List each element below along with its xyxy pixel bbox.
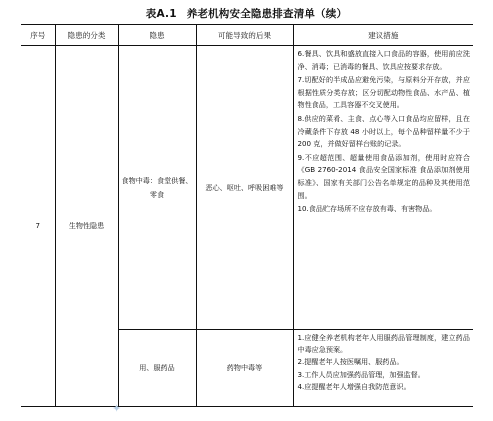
header-hazard: 隐患	[118, 25, 196, 46]
measure-item: 7.切配好的半成品应避免污染，与原料分开存放，并应根据性质分类存放；区分切配动物性食品、水产品、植物性食品，工具容器不交叉使用。	[297, 75, 470, 110]
header-seq: 序号	[21, 25, 55, 46]
hazard-checklist-table	[21, 24, 473, 407]
consequence-cell: 药物中毒等	[196, 330, 293, 407]
header-measures: 建议措施	[293, 25, 473, 46]
header-row	[21, 25, 473, 46]
consequence-cell: 恶心、呕吐、呼吸困难等	[196, 46, 293, 330]
hazard-cell: 用、服药品	[118, 330, 196, 407]
measures-cell	[293, 46, 473, 330]
watermark-icon: ✦	[112, 402, 122, 415]
header-category: 隐患的分类	[55, 25, 118, 46]
measure-item: 10.食品贮存场所不应存放有毒、有害物品。	[297, 204, 437, 214]
table-number: 表A.1	[145, 8, 177, 20]
measure-item: 4.应提醒老年人增强自我防范意识。	[297, 381, 411, 391]
table-caption	[0, 6, 493, 21]
measure-item: 3.工作人员应加强药品管理，加强监督。	[297, 369, 425, 379]
measures-cell	[293, 330, 473, 407]
measure-item: 1.应健全养老机构老年人用服药品管理制度，建立药品中毒应急预案。	[297, 333, 470, 355]
measure-item: 2.提醒老年人按医嘱用、服药品。	[297, 357, 404, 367]
measure-item: 8.供应的菜肴、主食、点心等入口食品均应留样，且在冷藏条件下存放 48 小时以上，每个品种留样量不少于 200 克，并做好留样台账的记录。	[297, 113, 470, 149]
measure-item: 6.餐具、饮具和盛放直接入口食品的容器，使用前应洗净、消毒；已消毒的餐具、饮具应按要求存放。	[297, 49, 470, 71]
hazard-cell: 食物中毒：食堂供餐、零食	[118, 46, 196, 330]
seq-cell: 7	[35, 221, 40, 230]
table-row	[21, 46, 473, 330]
measure-item: 9.不应超范围、超量使用食品添加剂，使用时应符合《GB 2760-2014 食品安全国家标准 食品添加剂使用标准》、国家有关部门公告名单规定的品种及其使用范围。	[297, 152, 470, 200]
table-title: 养老机构安全隐患排查清单（续）	[186, 8, 348, 20]
header-consequence: 可能导致的后果	[196, 25, 293, 46]
category-cell: 生物性隐患	[55, 46, 118, 407]
